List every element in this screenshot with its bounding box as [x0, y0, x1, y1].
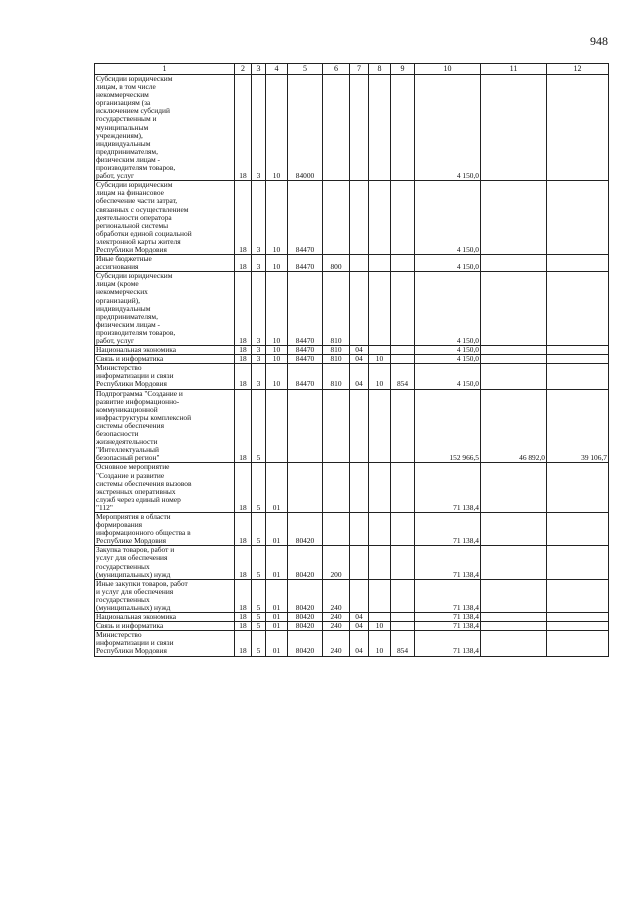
- code-target: 80420: [288, 631, 323, 656]
- code-vid: 800: [323, 255, 350, 272]
- code-vedomstvo: [391, 463, 415, 513]
- code-vedomstvo: [391, 346, 415, 355]
- code-podrazdel: 10: [266, 355, 288, 364]
- code-podrazdel: 10: [266, 255, 288, 272]
- code-vid: [323, 75, 350, 181]
- code-vid: [323, 463, 350, 513]
- code-vedomstvo: [391, 255, 415, 272]
- row-name-cell: Иные закупки товаров, работ и услуг для обеспечения государственных (муниципальных) нужд: [95, 579, 235, 612]
- code-razdel: 3: [252, 364, 266, 389]
- sum-col-12: [547, 579, 609, 612]
- code-subsection: 10: [369, 364, 391, 389]
- code-subsection: 10: [369, 622, 391, 631]
- row-name-cell: Субсидии юридическим лицам, в том числе некоммерческим организациям (за исключением субсидий государственным и муниципальным учреждениям), индивидуальным предпринимателям, физическим лицам - производителям товаров, работ, услуг: [95, 75, 235, 181]
- code-section: 04: [350, 613, 369, 622]
- sum-col-11: [481, 346, 547, 355]
- code-section: [350, 272, 369, 346]
- code-podrazdel: 10: [266, 272, 288, 346]
- code-target: 84470: [288, 364, 323, 389]
- row-name-cell: Мероприятия в области формирования информационного общества в Республике Мордовия: [95, 512, 235, 545]
- code-vid: 240: [323, 622, 350, 631]
- table-row: [95, 622, 609, 631]
- code-glava: 18: [235, 364, 252, 389]
- code-razdel: 3: [252, 272, 266, 346]
- sum-col-11: [481, 512, 547, 545]
- code-podrazdel: 01: [266, 631, 288, 656]
- code-glava: 18: [235, 546, 252, 579]
- code-vedomstvo: [391, 272, 415, 346]
- table-row: [95, 75, 609, 181]
- code-vedomstvo: [391, 355, 415, 364]
- column-header: 10: [415, 64, 481, 75]
- code-section: 04: [350, 364, 369, 389]
- code-vid: 240: [323, 613, 350, 622]
- code-subsection: [369, 255, 391, 272]
- code-subsection: [369, 346, 391, 355]
- sum-col-12: [547, 364, 609, 389]
- sum-col-11: [481, 546, 547, 579]
- table-row: [95, 579, 609, 612]
- table-row: [95, 546, 609, 579]
- column-header: 4: [266, 64, 288, 75]
- sum-col-10: 71 138,4: [415, 463, 481, 513]
- row-name-cell: Подпрограмма "Создание и развитие информационно- коммуникационной инфраструктуры комплексной системы обеспечения безопасности жизнедеятельности "Интеллектуальный безопасный регион": [95, 389, 235, 463]
- code-razdel: 5: [252, 622, 266, 631]
- sum-col-12: [547, 272, 609, 346]
- sum-col-12: [547, 355, 609, 364]
- code-vedomstvo: [391, 389, 415, 463]
- sum-col-11: [481, 181, 547, 255]
- sum-col-10: 71 138,4: [415, 579, 481, 612]
- code-vedomstvo: [391, 512, 415, 545]
- code-section: [350, 546, 369, 579]
- sum-col-10: 71 138,4: [415, 613, 481, 622]
- code-glava: 18: [235, 579, 252, 612]
- code-target: 84470: [288, 255, 323, 272]
- row-name-cell: Связь и информатика: [95, 622, 235, 631]
- code-razdel: 3: [252, 346, 266, 355]
- table-row: [95, 389, 609, 463]
- code-vid: [323, 389, 350, 463]
- row-name-cell: Связь и информатика: [95, 355, 235, 364]
- table-row: [95, 364, 609, 389]
- code-razdel: 3: [252, 355, 266, 364]
- code-target: 84470: [288, 181, 323, 255]
- row-name-cell: Основное мероприятие "Создание и развитие системы обеспечения вызовов экстренных оперативных служб через единый номер "112": [95, 463, 235, 513]
- column-header: 1: [95, 64, 235, 75]
- row-name-cell: Субсидии юридическим лицам на финансовое обеспечение части затрат, связанных с осуществлением деятельности оператора региональной системы обработки единой социальной электронной карты жителя Республики Мордовия: [95, 181, 235, 255]
- code-subsection: [369, 389, 391, 463]
- code-glava: 18: [235, 631, 252, 656]
- sum-col-11: [481, 75, 547, 181]
- sum-col-10: 71 138,4: [415, 631, 481, 656]
- code-vid: [323, 181, 350, 255]
- code-razdel: 3: [252, 181, 266, 255]
- code-subsection: [369, 75, 391, 181]
- code-podrazdel: 01: [266, 579, 288, 612]
- code-podrazdel: 10: [266, 364, 288, 389]
- sum-col-12: [547, 613, 609, 622]
- code-glava: 18: [235, 622, 252, 631]
- sum-col-10: 4 150,0: [415, 355, 481, 364]
- sum-col-12: [547, 463, 609, 513]
- sum-col-10: 4 150,0: [415, 255, 481, 272]
- page-number: 948: [590, 34, 608, 48]
- header-row: [95, 64, 609, 75]
- code-podrazdel: 01: [266, 512, 288, 545]
- code-razdel: 5: [252, 613, 266, 622]
- code-vedomstvo: [391, 546, 415, 579]
- row-name-cell: Субсидии юридическим лицам (кроме некоммерческих организаций), индивидуальным предпринимателям, физическим лицам - производителям товаров, работ, услуг: [95, 272, 235, 346]
- table-row: [95, 631, 609, 656]
- table-row: [95, 272, 609, 346]
- code-glava: 18: [235, 255, 252, 272]
- column-header: 8: [369, 64, 391, 75]
- code-vedomstvo: [391, 622, 415, 631]
- sum-col-10: 4 150,0: [415, 346, 481, 355]
- column-header: 6: [323, 64, 350, 75]
- table-row: [95, 463, 609, 513]
- sum-col-10: 4 150,0: [415, 181, 481, 255]
- sum-col-10: 4 150,0: [415, 364, 481, 389]
- code-vid: 810: [323, 364, 350, 389]
- column-header: 9: [391, 64, 415, 75]
- code-section: [350, 463, 369, 513]
- code-glava: 18: [235, 75, 252, 181]
- sum-col-12: 39 106,7: [547, 389, 609, 463]
- code-vid: 240: [323, 579, 350, 612]
- table-row: [95, 181, 609, 255]
- sum-col-12: [547, 631, 609, 656]
- code-podrazdel: 01: [266, 463, 288, 513]
- code-subsection: [369, 546, 391, 579]
- code-razdel: 5: [252, 512, 266, 545]
- code-vedomstvo: 854: [391, 364, 415, 389]
- code-target: 80420: [288, 613, 323, 622]
- code-razdel: 3: [252, 255, 266, 272]
- table-row: [95, 613, 609, 622]
- sum-col-11: [481, 355, 547, 364]
- code-podrazdel: 01: [266, 622, 288, 631]
- code-target: [288, 463, 323, 513]
- code-glava: 18: [235, 389, 252, 463]
- code-section: 04: [350, 355, 369, 364]
- code-podrazdel: [266, 389, 288, 463]
- table-row: [95, 255, 609, 272]
- code-section: [350, 389, 369, 463]
- column-header: 5: [288, 64, 323, 75]
- sum-col-10: 152 966,5: [415, 389, 481, 463]
- code-subsection: [369, 463, 391, 513]
- row-name-cell: Министерство информатизации и связи Республики Мордовия: [95, 364, 235, 389]
- sum-col-12: [547, 181, 609, 255]
- sum-col-11: [481, 622, 547, 631]
- code-section: 04: [350, 346, 369, 355]
- sum-col-12: [547, 75, 609, 181]
- code-vedomstvo: [391, 75, 415, 181]
- code-target: 84000: [288, 75, 323, 181]
- code-razdel: 5: [252, 546, 266, 579]
- code-glava: 18: [235, 346, 252, 355]
- code-glava: 18: [235, 272, 252, 346]
- code-target: 80420: [288, 546, 323, 579]
- sum-col-11: [481, 463, 547, 513]
- table-row: [95, 346, 609, 355]
- code-podrazdel: 10: [266, 181, 288, 255]
- code-vid: 810: [323, 272, 350, 346]
- code-glava: 18: [235, 613, 252, 622]
- code-section: [350, 579, 369, 612]
- sum-col-12: [547, 622, 609, 631]
- row-name-cell: Закупка товаров, работ и услуг для обеспечения государственных (муниципальных) нужд: [95, 546, 235, 579]
- sum-col-10: 71 138,4: [415, 512, 481, 545]
- code-glava: 18: [235, 355, 252, 364]
- code-vedomstvo: [391, 181, 415, 255]
- sum-col-11: [481, 613, 547, 622]
- code-target: 80420: [288, 579, 323, 612]
- code-razdel: 5: [252, 463, 266, 513]
- column-header: 7: [350, 64, 369, 75]
- sum-col-12: [547, 512, 609, 545]
- column-header: 3: [252, 64, 266, 75]
- sum-col-12: [547, 546, 609, 579]
- code-subsection: 10: [369, 631, 391, 656]
- code-section: 04: [350, 631, 369, 656]
- code-podrazdel: 01: [266, 613, 288, 622]
- code-target: 84470: [288, 355, 323, 364]
- code-podrazdel: 10: [266, 75, 288, 181]
- code-vid: [323, 512, 350, 545]
- sum-col-11: [481, 631, 547, 656]
- code-subsection: [369, 613, 391, 622]
- sum-col-10: 4 150,0: [415, 75, 481, 181]
- code-vedomstvo: [391, 579, 415, 612]
- code-target: 84470: [288, 272, 323, 346]
- sum-col-11: [481, 579, 547, 612]
- code-subsection: [369, 272, 391, 346]
- code-subsection: 10: [369, 355, 391, 364]
- code-glava: 18: [235, 181, 252, 255]
- code-target: 80420: [288, 622, 323, 631]
- code-target: 80420: [288, 512, 323, 545]
- column-header: 12: [547, 64, 609, 75]
- code-vid: 810: [323, 346, 350, 355]
- code-target: 84470: [288, 346, 323, 355]
- sum-col-10: 71 138,4: [415, 546, 481, 579]
- sum-col-11: [481, 364, 547, 389]
- sum-col-11: 46 892,0: [481, 389, 547, 463]
- code-razdel: 5: [252, 389, 266, 463]
- sum-col-10: 4 150,0: [415, 272, 481, 346]
- column-header: 2: [235, 64, 252, 75]
- code-razdel: 5: [252, 579, 266, 612]
- code-section: [350, 181, 369, 255]
- row-name-cell: Министерство информатизации и связи Республики Мордовия: [95, 631, 235, 656]
- code-section: [350, 255, 369, 272]
- code-subsection: [369, 512, 391, 545]
- sum-col-12: [547, 255, 609, 272]
- code-section: [350, 512, 369, 545]
- code-podrazdel: 10: [266, 346, 288, 355]
- code-podrazdel: 01: [266, 546, 288, 579]
- sum-col-11: [481, 255, 547, 272]
- budget-table: [94, 63, 609, 657]
- code-subsection: [369, 579, 391, 612]
- code-razdel: 3: [252, 75, 266, 181]
- code-vedomstvo: [391, 613, 415, 622]
- code-section: 04: [350, 622, 369, 631]
- sum-col-12: [547, 346, 609, 355]
- code-vedomstvo: 854: [391, 631, 415, 656]
- column-header: 11: [481, 64, 547, 75]
- row-name-cell: Иные бюджетные ассигнования: [95, 255, 235, 272]
- sum-col-11: [481, 272, 547, 346]
- code-section: [350, 75, 369, 181]
- table-row: [95, 355, 609, 364]
- table-row: [95, 512, 609, 545]
- sum-col-10: 71 138,4: [415, 622, 481, 631]
- code-target: [288, 389, 323, 463]
- code-vid: 810: [323, 355, 350, 364]
- code-vid: 200: [323, 546, 350, 579]
- row-name-cell: Национальная экономика: [95, 346, 235, 355]
- code-razdel: 5: [252, 631, 266, 656]
- code-subsection: [369, 181, 391, 255]
- code-vid: 240: [323, 631, 350, 656]
- code-glava: 18: [235, 463, 252, 513]
- code-glava: 18: [235, 512, 252, 545]
- row-name-cell: Национальная экономика: [95, 613, 235, 622]
